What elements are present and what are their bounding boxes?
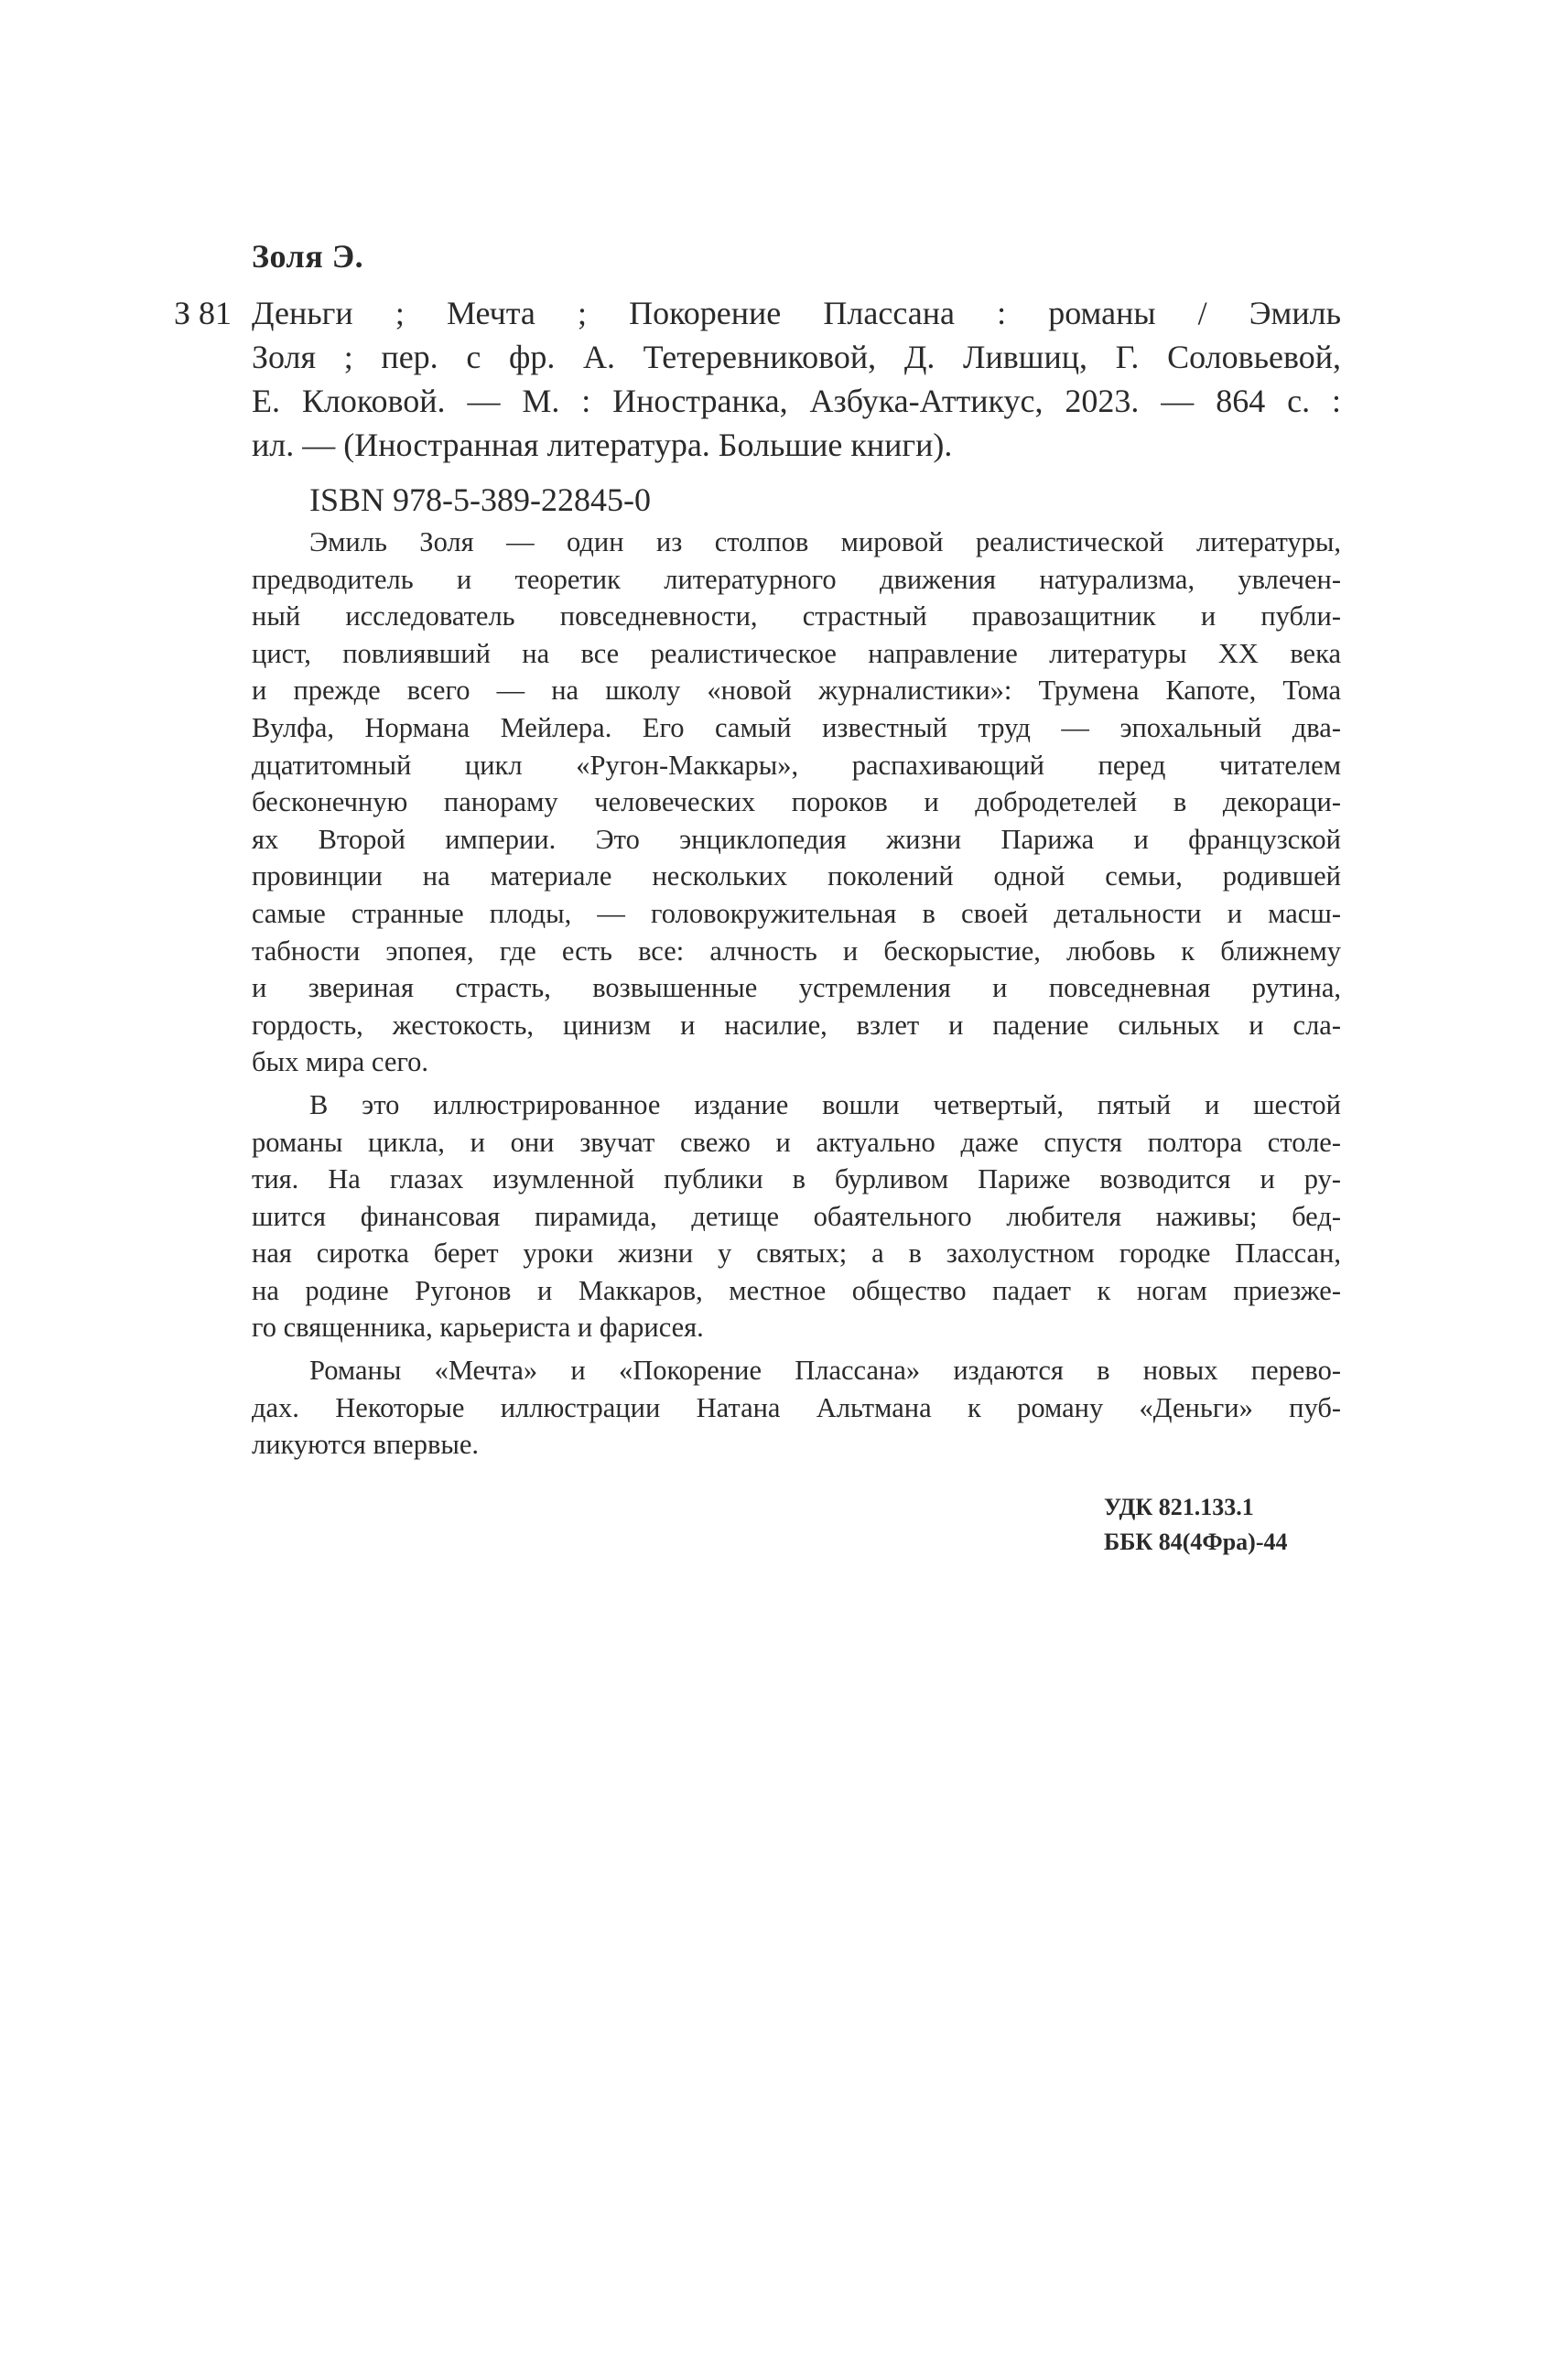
udk-code: УДК 821.133.1 [1104,1494,1254,1520]
annotation-line: В это иллюстрированное издание вошли четвертый, пятый и шестой [309,1088,1341,1120]
annotation-line: и прежде всего — на школу «новой журналистики»: Трумена Капоте, Тома [252,675,1341,707]
annotation-line: на родине Ругонов и Маккаров, местное общество падает к ногам приезже- [252,1274,1341,1306]
annotation [252,524,1341,1469]
annotation-line: и звериная страсть, возвышенные устремления и повседневная рутина, [252,972,1341,1004]
annotation-line: дцатитомный цикл «Ругон-Маккары», распахивающий перед читателем [252,749,1341,781]
bibliographic-line: Е. Клоковой. — М. : Иностранка, Азбука-Аттикус, 2023. — 864 с. : [252,383,1341,419]
bibliographic-line: Деньги ; Мечта ; Покорение Плассана : романы / Эмиль [252,295,1341,331]
annotation-line: ликуются впервые. [252,1429,480,1461]
classification-codes [1104,1490,1288,1560]
bibliographic-description [252,291,1341,467]
annotation-line: бесконечную панораму человеческих пороков и добродетелей в декораци- [252,786,1341,818]
bibliographic-line: ил. — (Иностранная литература. Большие книги). [252,427,953,463]
annotation-line: Романы «Мечта» и «Покорение Плассана» издаются в новых перево- [309,1355,1341,1387]
annotation-paragraph-2 [252,1086,1341,1346]
annotation-line: цист, повлиявший на все реалистическое направление литературы XX века [252,637,1341,669]
annotation-line: предводитель и теоретик литературного движения натурализма, увлечен- [252,563,1341,595]
annotation-line: самые странные плоды, — головокружительная в своей детальности и масш- [252,897,1341,929]
annotation-line: го священника, карьериста и фарисея. [252,1312,704,1344]
bibliographic-line: Золя ; пер. с фр. А. Тетеревниковой, Д. Лившиц, Г. Соловьевой, [252,339,1341,375]
annotation-line: романы цикла, и они звучат свежо и актуально даже спустя полтора столе- [252,1126,1341,1158]
author-mark: З 81 [174,295,232,331]
annotation-line: Вулфа, Нормана Мейлера. Его самый известный труд — эпохальный два- [252,711,1341,743]
isbn: ISBN 978-5-389-22845-0 [309,481,651,518]
bbk-code: ББК 84(4Фра)-44 [1104,1529,1288,1555]
annotation-line: табности эпопея, где есть все: алчность и бескорыстие, любовь к ближнему [252,935,1341,967]
author-heading: Золя Э. [252,238,364,275]
annotation-line: провинции на материале нескольких поколений одной семьи, родившей [252,860,1341,892]
annotation-line: Эмиль Золя — один из столпов мировой реалистической литературы, [309,526,1341,557]
annotation-paragraph-1 [252,524,1341,1081]
annotation-line: тия. На глазах изумленной публики в бурливом Париже возводится и ру- [252,1163,1341,1195]
annotation-line: дах. Некоторые иллюстрации Натана Альтмана к роману «Деньги» пуб- [252,1391,1341,1423]
annotation-line: ный исследователь повседневности, страстный правозащитник и публи- [252,600,1341,632]
annotation-line: шится финансовая пирамида, детище обаятельного любителя наживы; бед- [252,1200,1341,1232]
annotation-paragraph-3 [252,1352,1341,1464]
annotation-line: ях Второй империи. Это энциклопедия жизни Парижа и французской [252,823,1341,855]
annotation-line: гордость, жестокость, цинизм и насилие, взлет и падение сильных и сла- [252,1009,1341,1041]
annotation-line: бых мира сего. [252,1046,428,1078]
annotation-line: ная сиротка берет уроки жизни у святых; а в захолустном городке Плассан, [252,1238,1341,1270]
